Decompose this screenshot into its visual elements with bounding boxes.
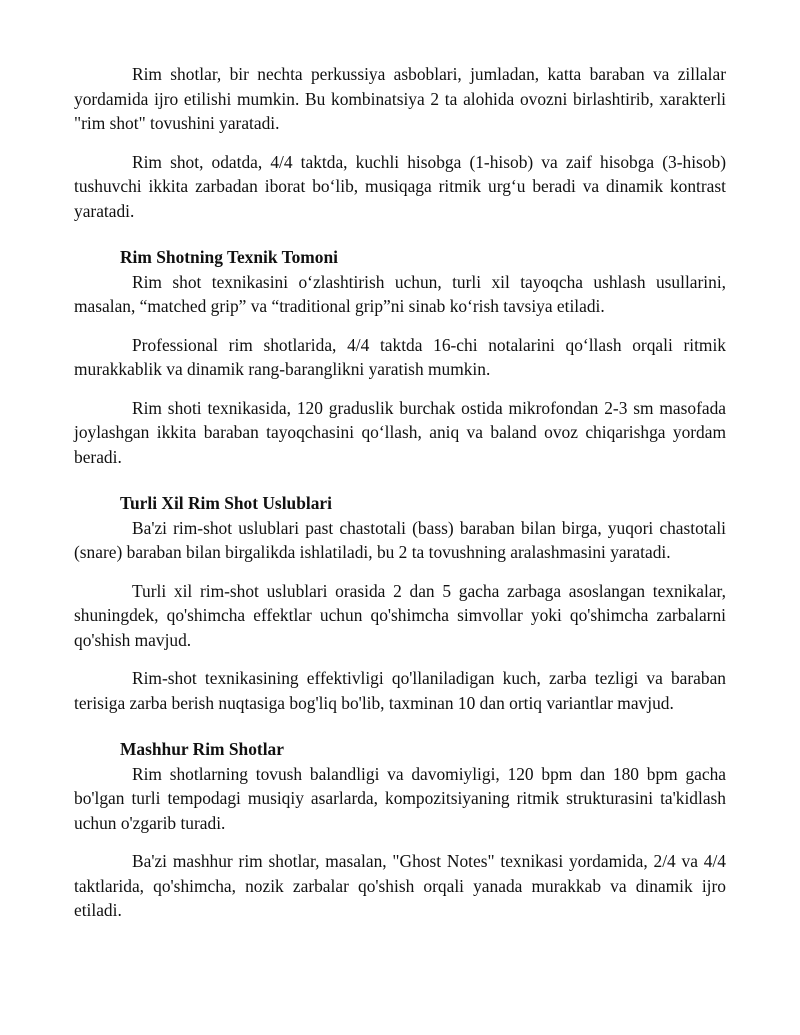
paragraph: Ba'zi mashhur rim shotlar, masalan, "Ghost Notes" texnikasi yordamida, 2/4 va 4/4 taktlarida, qo'shimcha, nozik zarbalar qo'shish orqali yanada murakkab va dinamik ijro etiladi. [74, 851, 726, 920]
paragraph: Rim shotlarning tovush balandligi va davomiyligi, 120 bpm dan 180 bpm gacha bo'lgan turli tempodagi musiqiy asarlarda, kompozitsiyaning ritmik strukturasini ta'kidlash uchun o'zgarib turadi. [74, 763, 726, 833]
paragraph: Turli xil rim-shot uslublari orasida 2 dan 5 gacha zarbaga asoslangan texnikalar, shuningdek, qo'shimcha effektlar uchun qo'shimcha simvollar yoki qo'shimcha zarbalarni qo'shish mavjud. [74, 580, 726, 650]
section-heading: Mashhur Rim Shotlar [120, 739, 284, 759]
paragraph: Rim shotlar, bir nechta perkussiya asboblari, jumladan, katta baraban va zillalar yordamida ijro etilishi mumkin. Bu kombinatsiya 2 ta alohida ovozni birlashtirib, xarakterli "rim shot" tovushini yaratadi. [74, 64, 726, 133]
document-page [74, 62, 726, 937]
paragraph: Rim shot texnikasini o‘zlashtirish uchun, turli xil tayoqcha ushlash usullarini, masalan, “matched grip” va “traditional grip”ni sinab ko‘rish tavsiya etiladi. [74, 271, 726, 316]
paragraph: Ba'zi rim-shot uslublari past chastotali (bass) baraban bilan birga, yuqori chastotali (snare) baraban bilan birgalikda ishlatiladi, bu 2 ta tovushning aralashmasini yaratadi. [74, 517, 726, 562]
paragraph: Rim shot, odatda, 4/4 taktda, kuchli hisobga (1-hisob) va zaif hisobga (3-hisob) tushuvchi ikkita zarbadan iborat bo‘lib, musiqaga ritmik urg‘u beradi va dinamik kontrast yaratadi. [74, 151, 726, 221]
paragraph: Professional rim shotlarida, 4/4 taktda 16-chi notalarini qo‘llash orqali ritmik murakkablik va dinamik rang-baranglikni yaratish mumkin. [74, 334, 726, 379]
section-heading: Rim Shotning Texnik Tomoni [120, 247, 338, 267]
paragraph: Rim-shot texnikasining effektivligi qo'llaniladigan kuch, zarba tezligi va baraban terisiga zarba berish nuqtasiga bog'liq bo'lib, taxminan 10 dan ortiq variantlar mavjud. [74, 668, 726, 713]
section-heading: Turli Xil Rim Shot Uslublari [120, 493, 332, 513]
paragraph: Rim shoti texnikasida, 120 graduslik burchak ostida mikrofondan 2-3 sm masofada joylashgan ikkita baraban tayoqchasini qo‘llash, aniq va baland ovoz chiqarishga yordam beradi. [74, 397, 726, 467]
